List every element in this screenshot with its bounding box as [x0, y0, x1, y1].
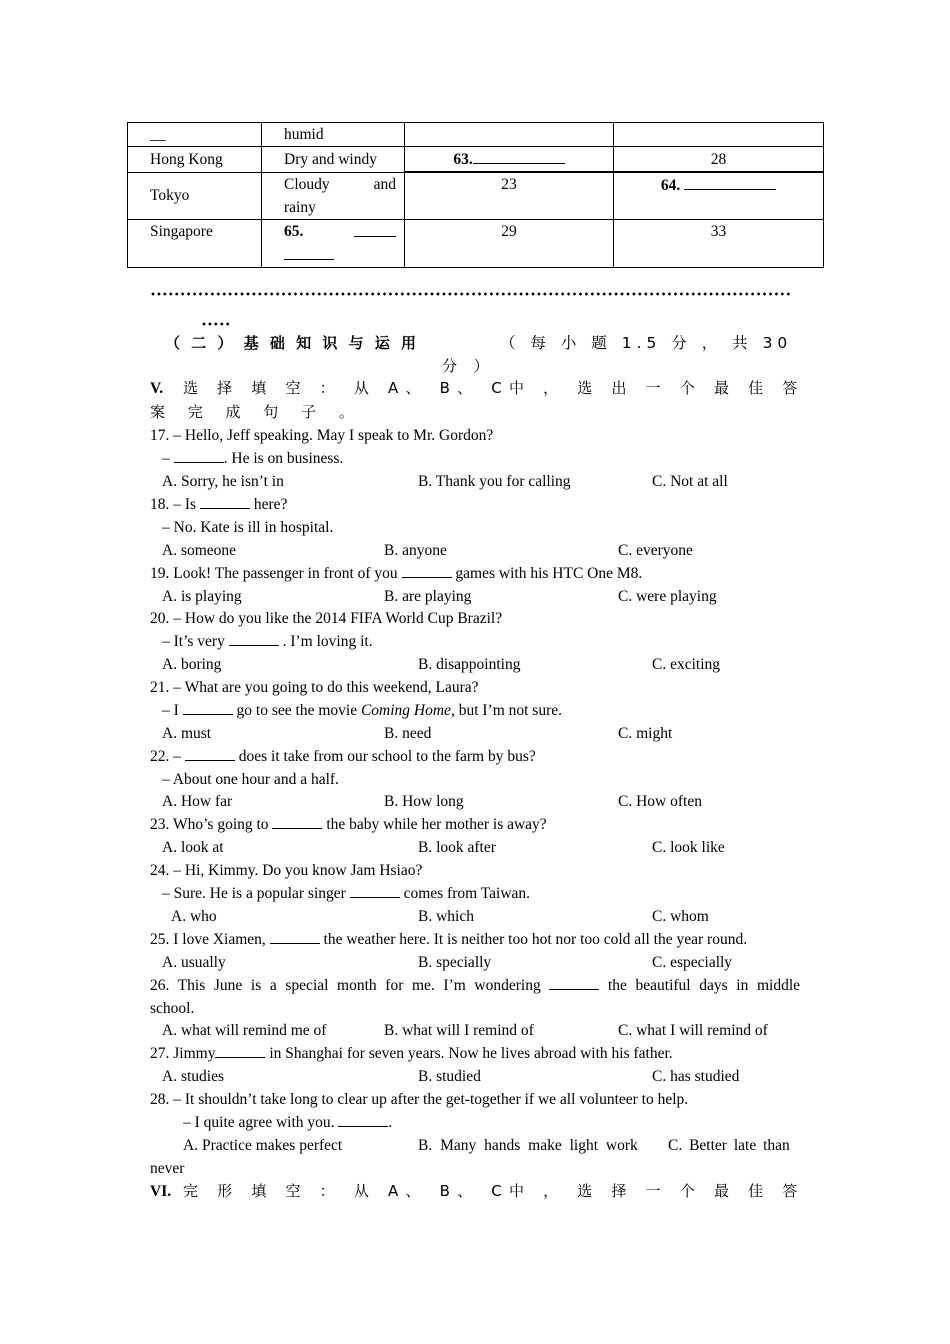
option-c[interactable]: C. what I will remind of [618, 1022, 768, 1039]
option-a[interactable]: A. must [162, 725, 212, 742]
table-cell-low [405, 123, 614, 147]
table-cell-city: Tokyo [128, 172, 262, 219]
section-instruction: 选 择 填 空 ： 从 A、 B、 C中 ， 选 出 一 个 最 佳 答 [183, 379, 805, 397]
dotted-separator [150, 291, 790, 297]
table-row [128, 219, 824, 267]
table-row [128, 123, 824, 147]
question-reply: – I quite agree with you. . [183, 1111, 392, 1134]
option-c[interactable]: C. look like [652, 839, 725, 856]
section-instruction: 案 完 成 句 子 。 [150, 403, 363, 421]
option-a[interactable]: A. what will remind me of [162, 1022, 327, 1039]
option-b[interactable]: B. anyone [384, 542, 447, 559]
option-c[interactable]: C. everyone [618, 542, 693, 559]
table-cell-low: 23 [405, 172, 614, 219]
option-a[interactable]: A. who [171, 908, 217, 925]
option-a[interactable]: A. look at [162, 839, 224, 856]
weather-line [284, 220, 396, 243]
question-text: 25. I love Xiamen, the weather here. It is neither too hot nor too cold all the year round. [150, 928, 747, 951]
table-cell-weather [262, 219, 405, 267]
question-text: 17. – Hello, Jeff speaking. May I speak to Mr. Gordon? [150, 427, 494, 444]
question-text: 28. – It shouldn’t take long to clear up after the get-together if we all volunteer to help. [150, 1091, 689, 1108]
question-reply: – About one hour and a half. [162, 771, 339, 788]
option-b[interactable]: B. disappointing [418, 656, 521, 673]
table-cell-city: Hong Kong [128, 147, 262, 173]
table-row [128, 172, 824, 219]
answer-blank[interactable] [473, 147, 565, 164]
answer-blank[interactable] [684, 173, 776, 190]
question-text: 21. – What are you going to do this weekend, Laura? [150, 679, 479, 696]
question-reply: – No. Kate is ill in hospital. [162, 519, 334, 536]
option-a[interactable]: A. Practice makes perfect [183, 1137, 343, 1154]
city-name: __ [150, 126, 166, 143]
question-reply: – It’s very . I’m loving it. [162, 630, 373, 653]
option-c[interactable]: C. were playing [618, 588, 717, 605]
table-cell-high: 33 [614, 219, 824, 267]
question-reply: – . He is on business. [162, 447, 343, 470]
option-b[interactable]: B. need [384, 725, 432, 742]
option-c[interactable]: C. might [618, 725, 673, 742]
table-cell-high [614, 123, 824, 147]
question-text: 24. – Hi, Kimmy. Do you know Jam Hsiao? [150, 862, 423, 879]
blank-number: 63. [453, 151, 473, 168]
option-c[interactable]: C. has studied [652, 1068, 740, 1085]
option-b[interactable]: B. How long [384, 793, 464, 810]
option-continuation: never [150, 1160, 185, 1177]
option-a[interactable]: A. studies [162, 1068, 224, 1085]
table-cell-weather: Dry and windy [262, 147, 405, 173]
option-c[interactable]: C. exciting [652, 656, 721, 673]
question-text: 18. – Is here? [150, 493, 287, 516]
option-b[interactable]: B. which [418, 908, 474, 925]
answer-blank[interactable] [284, 243, 334, 260]
option-b[interactable]: B. studied [418, 1068, 481, 1085]
answer-blank[interactable] [350, 882, 400, 898]
answer-blank[interactable] [272, 813, 322, 829]
option-a[interactable]: A. boring [162, 656, 222, 673]
weather-line: rainy [284, 198, 316, 216]
section-label: VI. [150, 1183, 172, 1200]
table-row [128, 147, 824, 173]
dotted-separator [201, 321, 231, 327]
question-text: 20. – How do you like the 2014 FIFA World Cup Brazil? [150, 610, 503, 627]
question-text: school. [150, 1000, 195, 1017]
table-cell-high: 28 [614, 147, 824, 173]
option-c[interactable]: C. especially [652, 954, 733, 971]
option-c[interactable]: C. Better late than [668, 1137, 790, 1154]
answer-blank[interactable] [338, 1111, 388, 1127]
question-text: 19. Look! The passenger in front of you games with his HTC One M8. [150, 562, 642, 585]
option-c[interactable]: C. Not at all [652, 473, 728, 490]
table-cell-low: 29 [405, 219, 614, 267]
table-cell-weather: humid [262, 123, 405, 147]
option-b[interactable]: B. Many hands make light work [418, 1137, 638, 1154]
table-cell-high [614, 172, 824, 219]
answer-blank[interactable] [174, 447, 224, 463]
answer-blank[interactable] [215, 1042, 265, 1058]
option-c[interactable]: C. How often [618, 793, 702, 810]
section-title: （ 二 ） 基 础 知 识 与 运 用 [165, 334, 420, 352]
option-a[interactable]: A. How far [162, 793, 233, 810]
answer-blank[interactable] [185, 745, 235, 761]
option-b[interactable]: B. are playing [384, 588, 472, 605]
blank-number: 64. [660, 177, 681, 194]
table-cell-city [128, 123, 262, 147]
answer-blank[interactable] [549, 974, 599, 990]
weather-line [284, 243, 396, 267]
table-cell-city: Singapore [128, 219, 262, 267]
answer-blank[interactable] [200, 493, 250, 509]
option-b[interactable]: B. specially [418, 954, 492, 971]
option-a[interactable]: A. usually [162, 954, 226, 971]
section-subtitle: 分 ） [442, 357, 495, 375]
option-b[interactable]: B. look after [418, 839, 496, 856]
section-subtitle: （ 每 小 题 1.5 分 ， 共 30 [500, 334, 793, 352]
option-a[interactable]: A. is playing [162, 588, 242, 605]
question-text: 27. Jimmy in Shanghai for seven years. Now he lives abroad with his father. [150, 1042, 673, 1065]
answer-blank[interactable] [354, 220, 396, 237]
answer-blank[interactable] [183, 699, 233, 715]
table-cell-low [405, 147, 614, 173]
question-text: 23. Who’s going to the baby while her mother is away? [150, 813, 547, 836]
option-a[interactable]: A. someone [162, 542, 237, 559]
option-b[interactable]: B. Thank you for calling [418, 473, 571, 490]
weather-table [127, 122, 824, 268]
answer-blank[interactable] [402, 562, 452, 578]
option-c[interactable]: C. whom [652, 908, 709, 925]
blank-number: 65. [284, 222, 304, 240]
question-text: 22. – does it take from our school to the farm by bus? [150, 745, 536, 768]
weather-line: Cloudy and [284, 175, 396, 193]
answer-blank[interactable] [270, 928, 320, 944]
section-instruction: 完 形 填 空 ： 从 A、 B、 C中 ， 选 择 一 个 最 佳 答 [183, 1182, 805, 1200]
question-text: 26. This June is a special month for me. I’m wondering the beautiful days in middle [150, 974, 800, 997]
option-b[interactable]: B. what will I remind of [384, 1022, 534, 1039]
option-a[interactable]: A. Sorry, he isn’t in [162, 473, 284, 490]
question-reply: – I go to see the movie Coming Home, but I’m not sure. [162, 699, 562, 722]
section-label: V. [150, 380, 164, 397]
answer-blank[interactable] [229, 630, 279, 646]
question-reply: – Sure. He is a popular singer comes from Taiwan. [162, 882, 530, 905]
table-cell-weather [262, 172, 405, 219]
